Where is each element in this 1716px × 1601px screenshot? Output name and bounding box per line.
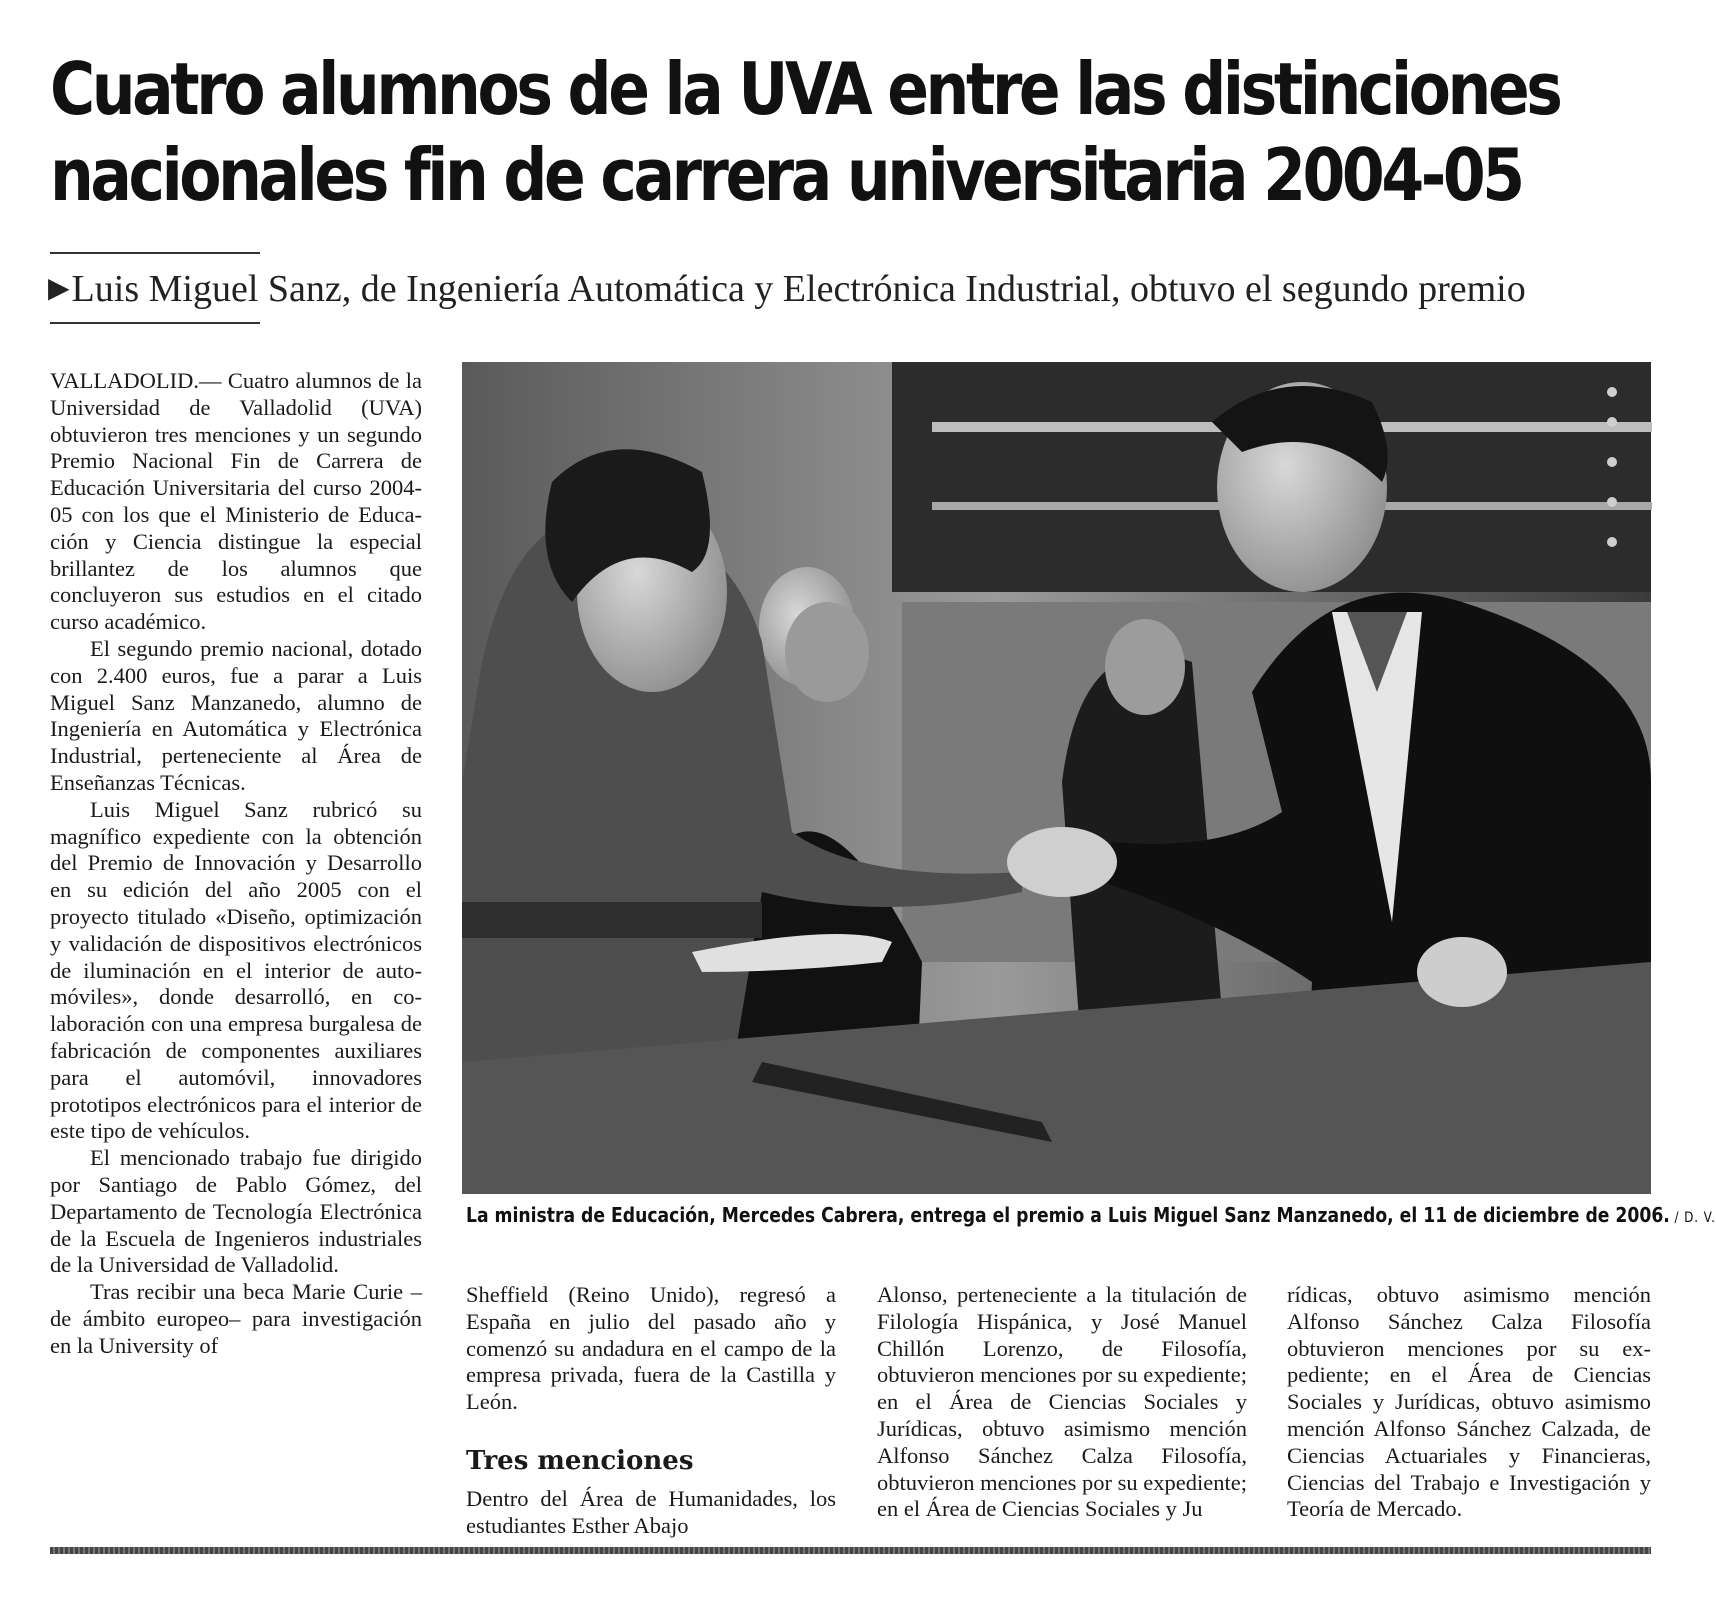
column-2 bbox=[466, 1282, 836, 1538]
subhead bbox=[48, 266, 1628, 312]
news-photo bbox=[462, 362, 1651, 1194]
paragraph: VALLADOLID.— Cuatro alumnos de la Universidad de Valladolid (UVA) obtuvieron tres menciones y un segundo Premio Nacional Fin de Carrera de Educación Universitaria del curso 2004-05 con los que el Ministerio de Educación y Ciencia distingue la especial brillantez de los alumnos que concluyeron sus estudios en el citado curso académico. bbox=[50, 368, 422, 635]
subhead-rule-bottom bbox=[50, 322, 260, 324]
headline-line-1: Cuatro alumnos de la UVA entre las distinciones bbox=[50, 47, 1560, 131]
photo-caption bbox=[466, 1202, 1716, 1231]
paragraph: Alonso, perteneciente a la titulación de Filología Hispánica, y José Manuel Chillón Lorenzo, de Filosofía, obtuvieron menciones por su expediente; en el Área de Ciencias Sociales y Jurídicas, obtuvo asimismo mención Alfonso Sánchez Calza Filosofía, obtuvieron menciones por su expediente; en el Área de Ciencias Sociales y Ju bbox=[877, 1282, 1247, 1522]
section-subtitle: Tres menciones bbox=[466, 1445, 694, 1476]
paragraph: Tras recibir una beca Marie Curie –de ámbito europeo– para investigación en la University of bbox=[50, 1279, 422, 1358]
photo-credit: / D. V. bbox=[1669, 1210, 1716, 1226]
paragraph: El segundo premio nacional, dotado con 2.400 euros, fue a parar a Luis Miguel Sanz Manzanedo, alumno de Ingeniería en Automática y Electrónica Industrial, perteneciente al Área de Enseñanzas Técnicas. bbox=[50, 635, 422, 795]
bottom-rule bbox=[50, 1547, 1651, 1554]
paragraph: El mencionado trabajo fue dirigido por Santiago de Pablo Gómez, del Departamento de Tecnología Electrónica de la Escuela de Ingenieros industriales de la Universidad de Valladolid. bbox=[50, 1145, 422, 1278]
paragraph: Sheffield (Reino Unido), regresó a España en julio del pasado año y comenzó su andadura en el campo de la empresa privada, fuera de la Castilla y León. bbox=[466, 1282, 836, 1415]
headline bbox=[50, 46, 1560, 218]
column-4 bbox=[1287, 1282, 1651, 1532]
subhead-rule-top bbox=[50, 252, 260, 254]
award-handshake-photo bbox=[462, 362, 1651, 1194]
headline-line-2: nacionales fin de carrera universitaria 2004-05 bbox=[50, 133, 1522, 217]
paragraph: Luis Miguel Sanz rubricó su magnífico expediente con la obtención del Premio de Innovación y Desarrollo en su edición del año 2005 con el proyecto titulado «Diseño, optimización y validación de dispositivos electrónicos de iluminación en el interior de automóviles», donde desarrolló, en colaboración con una empresa burgalesa de fabricación de componentes auxiliares para el automóvil, innovadores prototipos electrónicos para el interior de este tipo de vehículos. bbox=[50, 796, 422, 1144]
column-3 bbox=[877, 1282, 1247, 1532]
column-1 bbox=[50, 368, 422, 1540]
paragraph: rídicas, obtuvo asimismo mención Alfonso Sánchez Calza Filosofía obtuvieron menciones por su expediente; en el Área de Ciencias Sociales y Jurídicas, obtuvo asimismo mención Alfonso Sánchez Calzada, de Ciencias Actuariales y Financieras, Ciencias del Trabajo e Investigación y Teoría de Mercado. bbox=[1287, 1282, 1651, 1522]
caption-text: La ministra de Educación, Mercedes Cabrera, entrega el premio a Luis Miguel Sanz Manzanedo, el 11 de diciembre de 2006. bbox=[466, 1203, 1670, 1227]
subhead-text: Luis Miguel Sanz, de Ingeniería Automática y Electrónica Industrial, obtuvo el segundo premio bbox=[71, 268, 1526, 310]
paragraph: Dentro del Área de Humanidades, los estudiantes Esther Abajo bbox=[466, 1485, 836, 1538]
triangle-bullet-icon: ▶ bbox=[48, 273, 70, 304]
